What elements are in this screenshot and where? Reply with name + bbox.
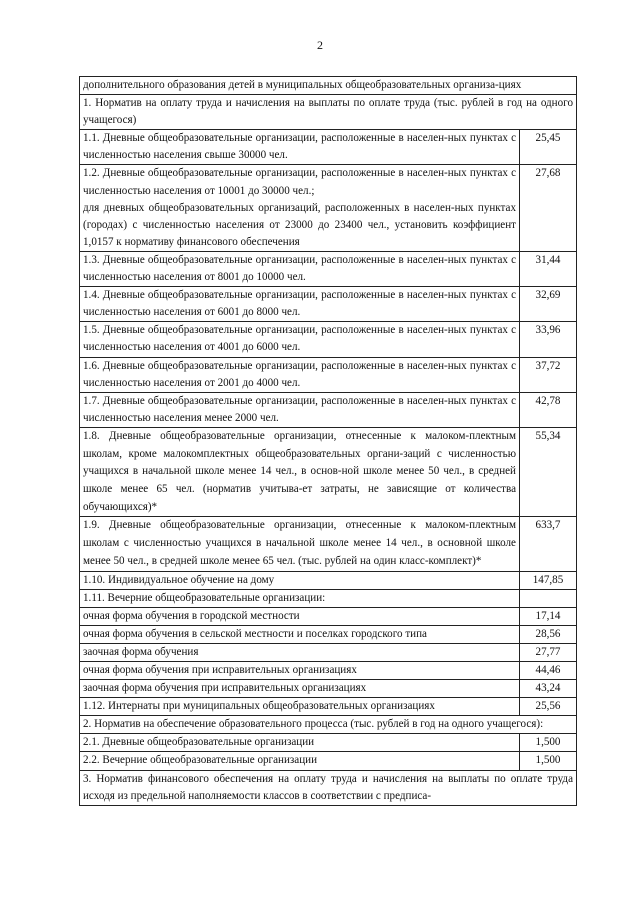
section-header-row (80, 770, 577, 805)
section-header-text: 3. Норматив финансового обеспечения на оплату труда и начисления на выплаты по оплате труда исходя из предельной наполняемости классов в соответствии с предписа- (80, 770, 577, 805)
norm-description (80, 607, 520, 625)
table-row (80, 625, 577, 643)
norm-value: 44,46 (520, 661, 577, 679)
table-row (80, 589, 577, 607)
norm-description (80, 571, 520, 589)
norm-description (80, 392, 520, 427)
norm-description-text: 1.6. Дневные общеобразовательные организации, расположенные в населен-ных пунктах с численностью населения от 2001 до 4000 чел. (83, 359, 516, 389)
norm-description-text: очная форма обучения при исправительных организациях (83, 663, 357, 676)
norm-value: 1,500 (520, 752, 577, 770)
norm-value: 17,14 (520, 607, 577, 625)
norm-description (80, 130, 520, 165)
norm-description-text: 1.9. Дневные общеобразовательные организации, отнесенные к малоком-плектным школам с численностью учащихся в начальной школе менее 14 чел., в основной школе менее 50 чел., в средней школе менее 65 чел. (тыс. рублей на один класс-комплект)* (83, 519, 516, 567)
norm-description (80, 251, 520, 286)
table-row (80, 322, 577, 357)
table-row (80, 698, 577, 716)
norm-description (80, 517, 520, 571)
norm-description-text: 1.3. Дневные общеобразовательные организации, расположенные в населен-ных пунктах с численностью населения от 8001 до 10000 чел. (83, 253, 516, 284)
table-row (80, 661, 577, 679)
norm-description-text: заочная форма обучения (83, 645, 199, 658)
table-row (80, 427, 577, 517)
norm-value: 42,78 (520, 392, 577, 427)
norm-description (80, 165, 520, 251)
norm-description-text: 1.12. Интернаты при муниципальных общеобразовательных организациях (83, 700, 435, 713)
norm-value (520, 589, 577, 607)
norm-value: 28,56 (520, 625, 577, 643)
norms-table (79, 76, 577, 806)
norm-description (80, 680, 520, 698)
norm-description (80, 752, 520, 770)
table-row (80, 392, 577, 427)
norm-description-text: 1.4. Дневные общеобразовательные организации, расположенные в населен-ных пунктах с численностью населения от 6001 до 8000 чел. (83, 289, 516, 319)
norm-value: 32,69 (520, 287, 577, 322)
section-header-text: 1. Норматив на оплату труда и начисления на выплаты по оплате труда (тыс. рублей в год на одного учащегося) (80, 95, 577, 130)
table-row (80, 571, 577, 589)
norm-value: 33,96 (520, 322, 577, 357)
norm-description-text: 1.10. Индивидуальное обучение на дому (83, 573, 275, 586)
section-header-text: 2. Норматив на обеспечение образовательного процесса (тыс. рублей в год на одного учащегося): (80, 716, 577, 734)
table-row (80, 680, 577, 698)
norm-value: 27,77 (520, 643, 577, 661)
table-row (80, 734, 577, 752)
norm-value: 37,72 (520, 357, 577, 392)
norm-description-text: 1.7. Дневные общеобразовательные организации, расположенные в населен-ных пунктах с численностью населения менее 2000 чел. (83, 394, 516, 424)
page-number: 2 (317, 38, 323, 52)
norm-value: 43,24 (520, 680, 577, 698)
table-row (80, 357, 577, 392)
norm-value: 147,85 (520, 571, 577, 589)
norm-description (80, 734, 520, 752)
norm-description (80, 357, 520, 392)
table-row (80, 517, 577, 571)
norm-description (80, 625, 520, 643)
norm-description-note: для дневных общеобразовательных организаций, расположенных в населен-ных пунктах (городах) с численностью населения от 23000 до 23400 чел., установить коэффициент 1,0157 к нормативу финансового обеспечения (83, 201, 516, 248)
norm-description-text: очная форма обучения в сельской местности и поселках городского типа (83, 627, 427, 640)
norm-description-text: 1.8. Дневные общеобразовательные организации, отнесенные к малоком-плектным школам, кроме малокомплектных общеобразовательных органи-заций с численностью учащихся в начальной школе менее 14 чел., в основ-ной школе менее 50 чел., в средней школе менее 65 чел. (норматив учитыва-ет затраты, не зависящие от количества обучающихся)* (83, 429, 516, 513)
table-row (80, 752, 577, 770)
table-row (80, 607, 577, 625)
norm-description (80, 589, 520, 607)
norm-description (80, 643, 520, 661)
norm-description (80, 698, 520, 716)
table-row (80, 251, 577, 286)
section-header-row (80, 716, 577, 734)
norm-description (80, 661, 520, 679)
norm-value: 25,45 (520, 130, 577, 165)
section-header-row (80, 77, 577, 95)
table-row (80, 165, 577, 251)
norm-value: 31,44 (520, 251, 577, 286)
norm-description-text: 1.2. Дневные общеобразовательные организации, расположенные в населен-ных пунктах с численностью населения от 10001 до 30000 чел.; (83, 167, 516, 197)
norm-description-text: 1.1. Дневные общеобразовательные организации, расположенные в населен-ных пунктах с численностью населения свыше 30000 чел. (83, 132, 516, 162)
norms-table-body (80, 77, 577, 806)
norm-description-text: 2.2. Вечерние общеобразовательные организации (83, 754, 318, 767)
norm-description-text: 1.5. Дневные общеобразовательные организации, расположенные в населен-ных пунктах с численностью населения от 4001 до 6000 чел. (83, 324, 516, 354)
section-header-row (80, 95, 577, 130)
norm-description-text: очная форма обучения в городской местности (83, 609, 300, 622)
norm-description-text: 2.1. Дневные общеобразовательные организации (83, 736, 315, 749)
table-row (80, 130, 577, 165)
section-header-text: дополнительного образования детей в муниципальных общеобразовательных организа-циях (80, 77, 577, 95)
norm-value: 27,68 (520, 165, 577, 251)
norm-description (80, 322, 520, 357)
norm-description-text: 1.11. Вечерние общеобразовательные организации: (83, 591, 326, 604)
table-row (80, 643, 577, 661)
norm-value: 25,56 (520, 698, 577, 716)
norm-description-text: заочная форма обучения при исправительных организациях (83, 682, 367, 695)
norm-description (80, 287, 520, 322)
norm-value: 1,500 (520, 734, 577, 752)
norm-description (80, 427, 520, 517)
table-row (80, 287, 577, 322)
norm-value: 55,34 (520, 427, 577, 517)
norm-value: 633,7 (520, 517, 577, 571)
